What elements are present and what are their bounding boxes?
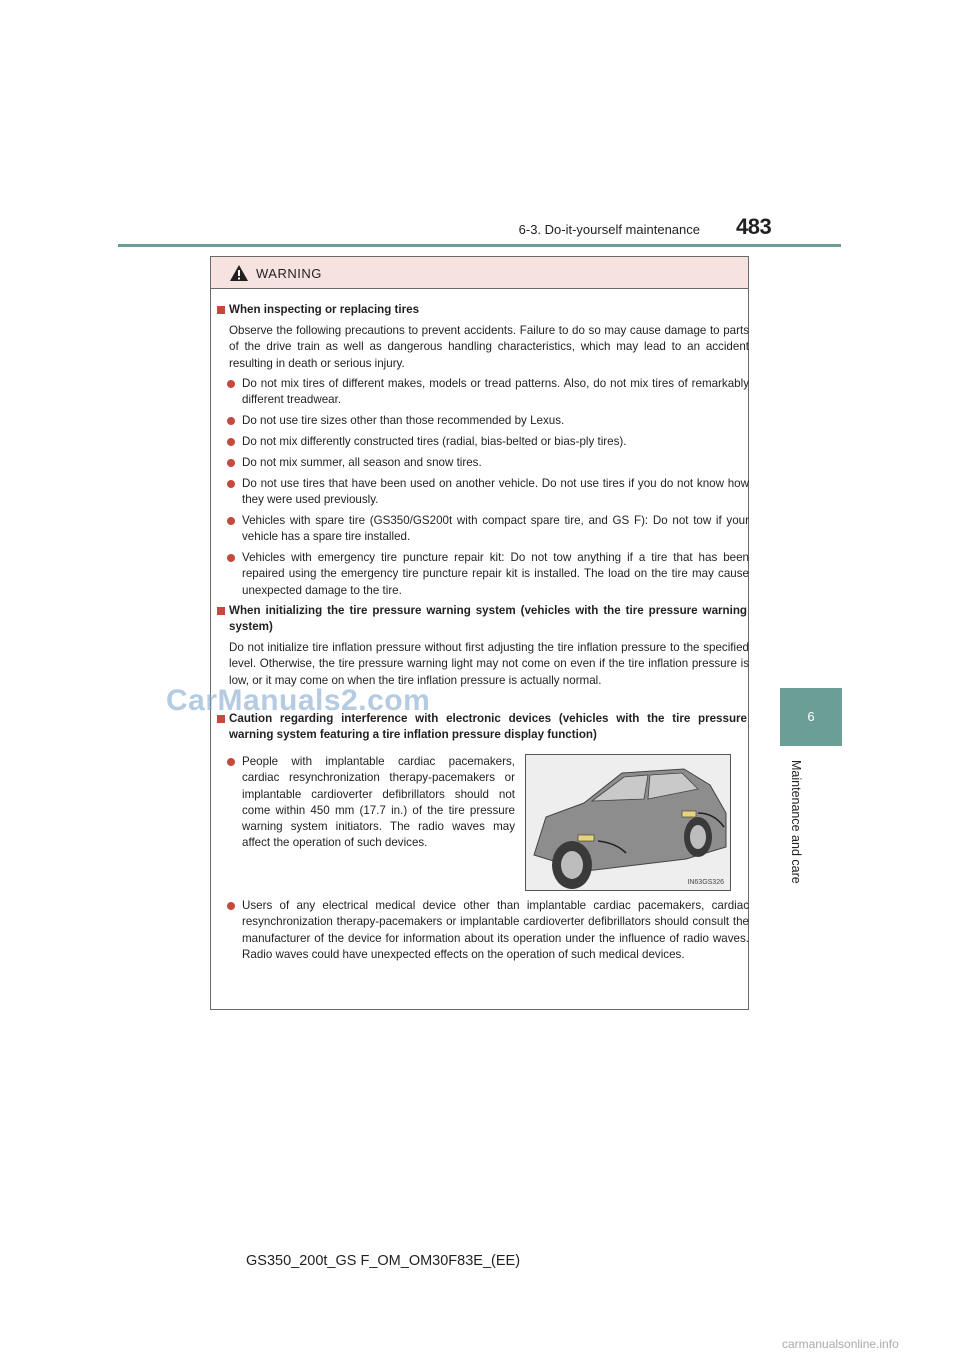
- list-item: People with implantable cardiac pacemakers, cardiac resynchronization therapy-pacemakers or implantable cardioverter defibrillators should not come within 450 mm (17.7 in.) of the tire pressure warning system initiators. The radio waves may affect the operation of such devices.: [227, 754, 515, 852]
- bullet-icon: [227, 758, 235, 766]
- header-rule: [118, 244, 841, 247]
- list-item: Vehicles with spare tire (GS350/GS200t with compact spare tire, and GS F): Do not tow if your vehicle has a spare tire installed.: [227, 513, 749, 546]
- chapter-title: Maintenance and care: [789, 760, 803, 884]
- warning-triangle-icon: [229, 264, 249, 282]
- section-title-inspecting: When inspecting or replacing tires: [217, 302, 747, 318]
- chapter-tab: 6: [780, 688, 842, 746]
- section-square-icon: [217, 607, 225, 615]
- paragraph-initializing: Do not initialize tire inflation pressure without first adjusting the tire inflation pressure to the specified level. Otherwise, the tire pressure warning light may not come on even if the tire inflation pressure is low, or it may come on when the tire inflation pressure is actually normal.: [229, 641, 749, 687]
- section-title-interference: Caution regarding interference with electronic devices (vehicles with the tire pressure warning system featuring a tire inflation pressure display function): [217, 711, 747, 743]
- bullet-icon: [227, 459, 235, 467]
- bullet-icon: [227, 438, 235, 446]
- list-item: Do not use tires that have been used on another vehicle. Do not use tires if you do not know how they were used previously.: [227, 476, 749, 509]
- bullet-icon: [227, 480, 235, 488]
- list-item: Do not mix differently constructed tires (radial, bias-belted or bias-ply tires).: [227, 434, 749, 450]
- site-url: carmanualsonline.info: [782, 1337, 899, 1351]
- warning-heading: WARNING: [256, 266, 322, 281]
- list-item: Do not mix tires of different makes, models or tread patterns. Also, do not mix tires of remarkably different treadwear.: [227, 376, 749, 409]
- warning-box: [210, 256, 749, 1010]
- bullet-icon: [227, 517, 235, 525]
- bullet-icon: [227, 417, 235, 425]
- section-title-initializing: When initializing the tire pressure warning system (vehicles with the tire pressure warning system): [217, 603, 747, 635]
- list-item: Vehicles with emergency tire puncture repair kit: Do not tow anything if a tire that has been repaired using the emergency tire puncture repair kit is installed. The load on the tire may cause unexpected damage to the tire.: [227, 550, 749, 599]
- bullet-icon: [227, 554, 235, 562]
- section-square-icon: [217, 306, 225, 314]
- section-title: 6-3. Do-it-yourself maintenance: [518, 222, 700, 237]
- watermark: CarManuals2.com: [166, 684, 431, 717]
- bullet-icon: [227, 380, 235, 388]
- list-item: Users of any electrical medical device other than implantable cardiac pacemakers, cardiac resynchronization therapy-pacemakers or implantable cardioverter defibrillators should consult the manufacturer of the device for information about its operation under the influence of radio waves. Radio waves could have unexpected effects on the operation of such medical devices.: [227, 898, 749, 963]
- list-item: Do not mix summer, all season and snow tires.: [227, 455, 749, 471]
- warning-header: [211, 257, 748, 289]
- car-drawing: [526, 755, 731, 891]
- page-number: 483: [736, 214, 772, 239]
- manual-code: GS350_200t_GS F_OM_OM30F83E_(EE): [246, 1253, 521, 1269]
- car-initiator-illustration: [525, 754, 731, 891]
- bullet-icon: [227, 902, 235, 910]
- figure-id: IN63GS326: [687, 879, 724, 886]
- paragraph-inspecting: Observe the following precautions to prevent accidents. Failure to do so may cause damage to parts of the drive train as well as dangerous handling characteristics, which may lead to an accident resulting in death or serious injury.: [229, 324, 749, 370]
- list-item: Do not use tire sizes other than those recommended by Lexus.: [227, 413, 749, 429]
